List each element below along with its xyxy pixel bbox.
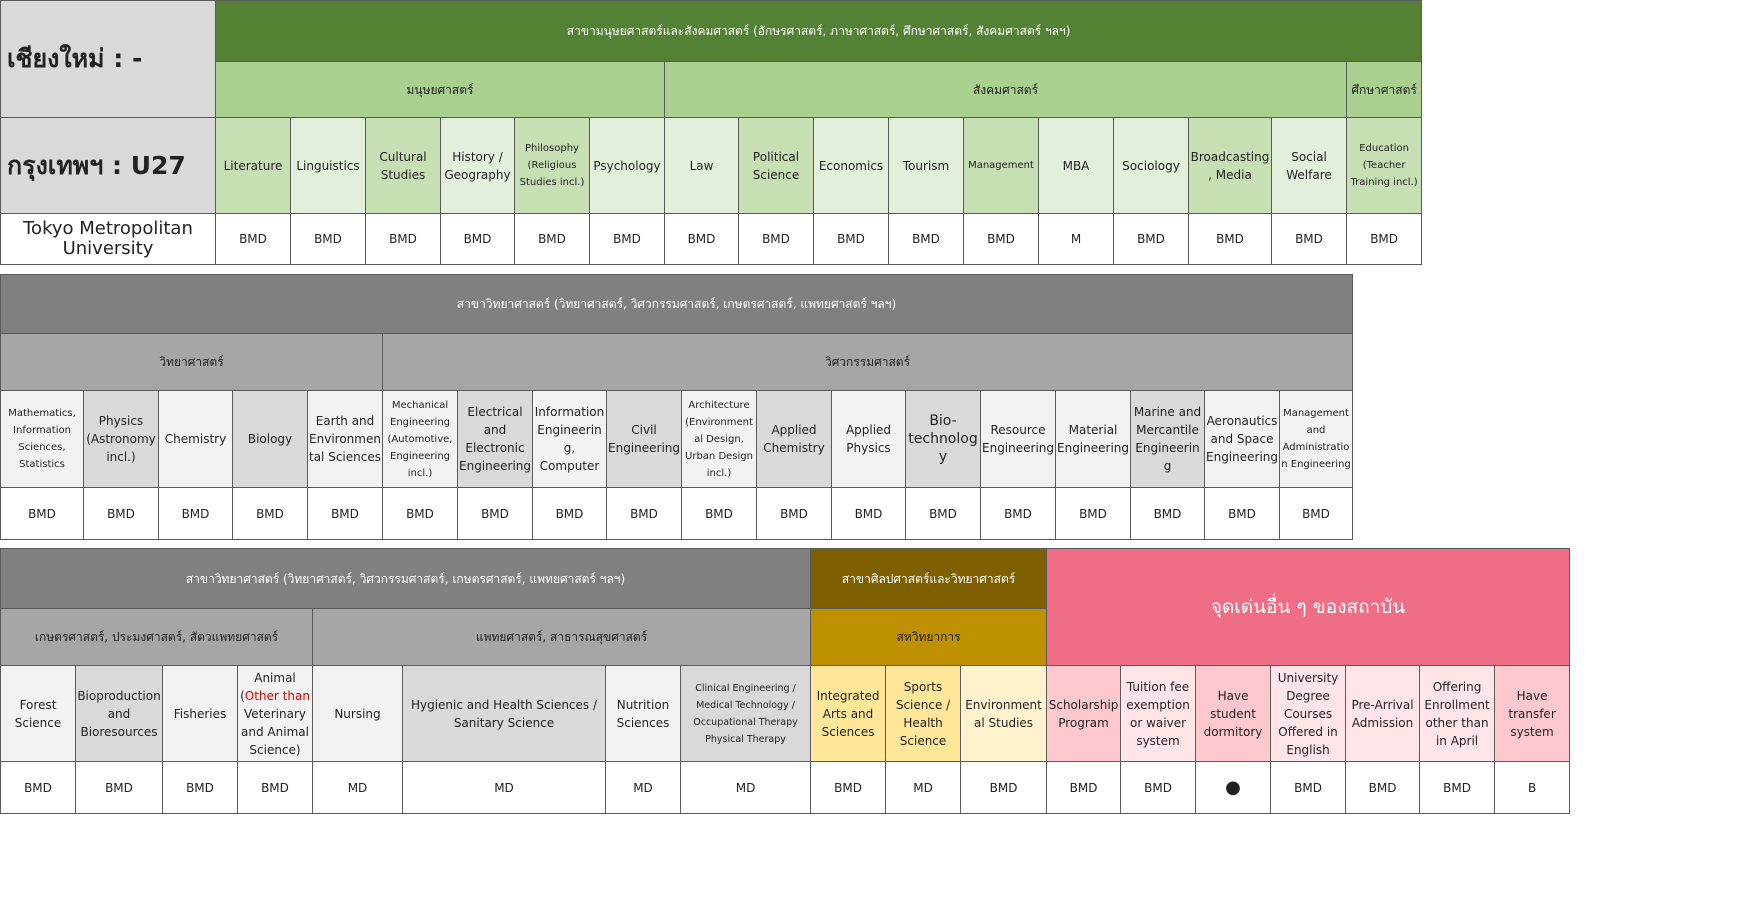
subject-mba: MBA <box>1039 118 1114 214</box>
value-cell: BMD <box>590 214 665 265</box>
subject-information-engineering: Information Engineering, Computer <box>533 391 607 488</box>
feature-transfer-system: Have transfer system <box>1495 666 1570 762</box>
humanities-table <box>0 0 1422 265</box>
subject-law: Law <box>665 118 739 214</box>
science-header: สาขาวิทยาศาสตร์ (วิทยาศาสตร์, วิศวกรรมศาสตร์, เกษตรศาสตร์, แพทยศาสตร์ ฯลฯ) <box>1 275 1353 334</box>
feature-english-courses: University Degree Courses Offered in English <box>1271 666 1346 762</box>
value-cell: BMD <box>163 762 238 814</box>
subject-history-geography: History / Geography <box>441 118 515 214</box>
group-engineering: วิศวกรรมศาสตร์ <box>383 334 1353 391</box>
group-humanities: มนุษยศาสตร์ <box>216 62 665 118</box>
subject-philosophy: Philosophy (Religious Studies incl.) <box>515 118 590 214</box>
value-cell: BMD <box>964 214 1039 265</box>
subject-marine-engineering: Marine and Mercantile Engineering <box>1131 391 1205 488</box>
subject-nutrition: Nutrition Sciences <box>606 666 681 762</box>
group-agriculture: เกษตรศาสตร์, ประมงศาสตร์, สัตวแพทยศาสตร์ <box>1 609 313 666</box>
subject-mechanical-engineering: Mechanical Engineering (Automotive, Engineering incl.) <box>383 391 458 488</box>
subject-civil-engineering: Civil Engineering <box>607 391 682 488</box>
bangkok-code: กรุงเทพฯ : U27 <box>1 118 216 214</box>
subject-bioproduction: Bioproduction and Bioresources <box>76 666 163 762</box>
value-cell: BMD <box>889 214 964 265</box>
other-than-label: Other than <box>244 688 310 703</box>
value-cell: BMD <box>682 488 757 540</box>
subject-cultural-studies: Cultural Studies <box>366 118 441 214</box>
value-cell: BMD <box>739 214 814 265</box>
value-cell: BMD <box>238 762 313 814</box>
subject-architecture: Architecture (Environmental Design, Urban Design incl.) <box>682 391 757 488</box>
feature-scholarship: Scholarship Program <box>1047 666 1121 762</box>
group-social-sciences: สังคมศาสตร์ <box>665 62 1347 118</box>
group-education: ศึกษาศาสตร์ <box>1347 62 1422 118</box>
subject-management-engineering: Management and Administration Engineering <box>1280 391 1353 488</box>
value-cell: BMD <box>1131 488 1205 540</box>
value-cell: BMD <box>1 488 84 540</box>
subject-literature: Literature <box>216 118 291 214</box>
subject-applied-chemistry: Applied Chemistry <box>757 391 832 488</box>
value-cell: BMD <box>811 762 886 814</box>
science-header-2: สาขาวิทยาศาสตร์ (วิทยาศาสตร์, วิศวกรรมศาสตร์, เกษตรศาสตร์, แพทยศาสตร์ ฯลฯ) <box>1 549 811 609</box>
subject-sociology: Sociology <box>1114 118 1189 214</box>
subject-economics: Economics <box>814 118 889 214</box>
value-cell: BMD <box>291 214 366 265</box>
agriculture-medical-highlights-table <box>0 548 1570 814</box>
subject-forest-science: Forest Science <box>1 666 76 762</box>
value-cell: BMD <box>1056 488 1131 540</box>
value-cell: MD <box>886 762 961 814</box>
value-cell: BMD <box>1280 488 1353 540</box>
value-cell: MD <box>313 762 403 814</box>
value-cell: BMD <box>1420 762 1495 814</box>
subject-aeronautics-engineering: Aeronautics and Space Engineering <box>1205 391 1280 488</box>
subject-mathematics: Mathematics, Information Sciences, Statistics <box>1 391 84 488</box>
value-cell: BMD <box>981 488 1056 540</box>
subject-broadcasting-media: Broadcasting, Media <box>1189 118 1272 214</box>
subject-biotechnology: Bio-technology <box>906 391 981 488</box>
dormitory-dot: ● <box>1196 762 1271 814</box>
value-cell: MD <box>681 762 811 814</box>
value-cell: BMD <box>665 214 739 265</box>
value-cell: BMD <box>1272 214 1347 265</box>
subject-resource-engineering: Resource Engineering <box>981 391 1056 488</box>
subject-sports-science: Sports Science / Health Science <box>886 666 961 762</box>
group-interdisciplinary: สหวิทยาการ <box>811 609 1047 666</box>
subject-biology: Biology <box>233 391 308 488</box>
subject-education: Education (Teacher Training incl.) <box>1347 118 1422 214</box>
value-cell: BMD <box>1121 762 1196 814</box>
subject-political-science: Political Science <box>739 118 814 214</box>
feature-dormitory: Have student dormitory <box>1196 666 1271 762</box>
value-cell: BMD <box>1047 762 1121 814</box>
value-cell: BMD <box>961 762 1047 814</box>
value-cell: BMD <box>1346 762 1420 814</box>
subject-management: Management <box>964 118 1039 214</box>
science-engineering-table <box>0 274 1353 540</box>
value-cell: BMD <box>1271 762 1346 814</box>
value-cell: BMD <box>533 488 607 540</box>
group-medicine: แพทยศาสตร์, สาธารณสุขศาสตร์ <box>313 609 811 666</box>
value-cell: BMD <box>216 214 291 265</box>
subject-physics: Physics (Astronomy incl.) <box>84 391 159 488</box>
value-cell: BMD <box>1189 214 1272 265</box>
feature-tuition-exemption: Tuition fee exemption or waiver system <box>1121 666 1196 762</box>
subject-tourism: Tourism <box>889 118 964 214</box>
chiangmai-code: เชียงใหม่ : - <box>1 1 216 118</box>
value-cell: B <box>1495 762 1570 814</box>
value-cell: BMD <box>441 214 515 265</box>
feature-pre-arrival: Pre-Arrival Admission <box>1346 666 1420 762</box>
humanities-header: สาขามนุษยศาสตร์และสังคมศาสตร์ (อักษรศาสตร์, ภาษาศาสตร์, ศึกษาศาสตร์, สังคมศาสตร์ ฯลฯ) <box>216 1 1422 62</box>
value-cell: BMD <box>832 488 906 540</box>
value-cell: BMD <box>76 762 163 814</box>
subject-psychology: Psychology <box>590 118 665 214</box>
subject-material-engineering: Material Engineering <box>1056 391 1131 488</box>
university-name: Tokyo Metropolitan University <box>1 214 216 265</box>
group-science: วิทยาศาสตร์ <box>1 334 383 391</box>
subject-clinical-engineering: Clinical Engineering / Medical Technology / Occupational Therapy Physical Therapy <box>681 666 811 762</box>
subject-social-welfare: Social Welfare <box>1272 118 1347 214</box>
value-cell: BMD <box>458 488 533 540</box>
subject-fisheries: Fisheries <box>163 666 238 762</box>
value-cell: BMD <box>84 488 159 540</box>
value-cell: BMD <box>814 214 889 265</box>
subject-animal-science: Animal (Other than Veterinary and Animal Science) <box>238 666 313 762</box>
subject-chemistry: Chemistry <box>159 391 233 488</box>
veterinary-label: Veterinary and Animal Science) <box>241 706 309 757</box>
value-cell: MD <box>606 762 681 814</box>
subject-hygienic-health: Hygienic and Health Sciences / Sanitary Science <box>403 666 606 762</box>
subject-applied-physics: Applied Physics <box>832 391 906 488</box>
subject-linguistics: Linguistics <box>291 118 366 214</box>
subject-electrical-engineering: Electrical and Electronic Engineering <box>458 391 533 488</box>
value-cell: BMD <box>906 488 981 540</box>
value-cell: BMD <box>757 488 832 540</box>
subject-nursing: Nursing <box>313 666 403 762</box>
value-cell: BMD <box>1347 214 1422 265</box>
value-cell: BMD <box>607 488 682 540</box>
value-cell: BMD <box>1114 214 1189 265</box>
value-cell: MD <box>403 762 606 814</box>
arts-science-header: สาขาศิลปศาสตร์และวิทยาศาสตร์ <box>811 549 1047 609</box>
subject-environmental-studies: Environmental Studies <box>961 666 1047 762</box>
value-cell: BMD <box>366 214 441 265</box>
subject-earth-environmental: Earth and Environmental Sciences <box>308 391 383 488</box>
value-cell: M <box>1039 214 1114 265</box>
highlights-header: จุดเด่นอื่น ๆ ของสถาบัน <box>1047 549 1570 666</box>
value-cell: BMD <box>308 488 383 540</box>
value-cell: BMD <box>1 762 76 814</box>
value-cell: BMD <box>159 488 233 540</box>
value-cell: BMD <box>383 488 458 540</box>
animal-label: Animal <box>254 670 296 685</box>
value-cell: BMD <box>233 488 308 540</box>
value-cell: BMD <box>1205 488 1280 540</box>
feature-non-april-enrollment: Offering Enrollment other than in April <box>1420 666 1495 762</box>
subject-integrated-arts: Integrated Arts and Sciences <box>811 666 886 762</box>
value-cell: BMD <box>515 214 590 265</box>
